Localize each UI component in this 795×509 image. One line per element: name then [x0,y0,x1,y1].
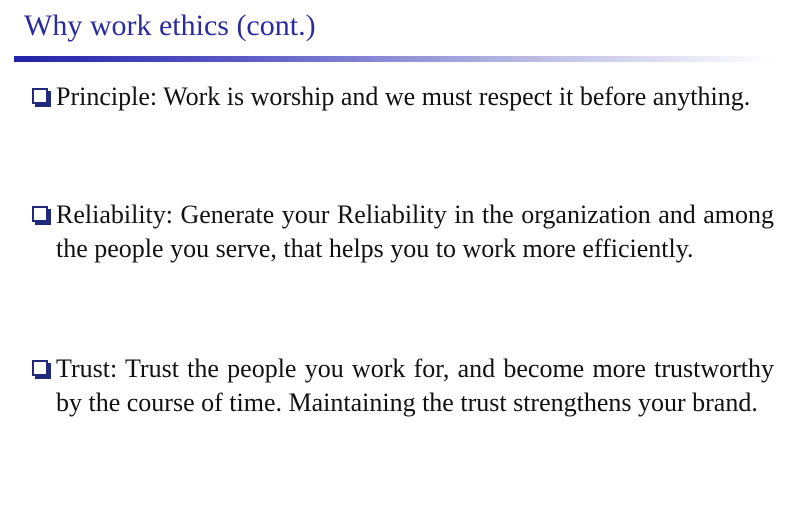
bullet-item-reliability [32,198,774,266]
bullet-item-principle [32,80,774,114]
bullet-item-trust [32,352,774,420]
bullet-text: Principle: Work is worship and we must respect it before anything. [56,82,751,111]
hollow-square-bullet-icon [32,360,48,376]
bullet-text: Trust: Trust the people you work for, and become more trustworthy by the course of time. Maintaining the trust strengthens your brand. [56,354,774,417]
hollow-square-bullet-icon [32,206,48,222]
slide-title: Why work ethics (cont.) [24,9,316,42]
hollow-square-bullet-icon [32,88,48,104]
bullet-text: Reliability: Generate your Reliability in the organization and among the people you serve, that helps you to work more efficiently. [56,200,774,263]
